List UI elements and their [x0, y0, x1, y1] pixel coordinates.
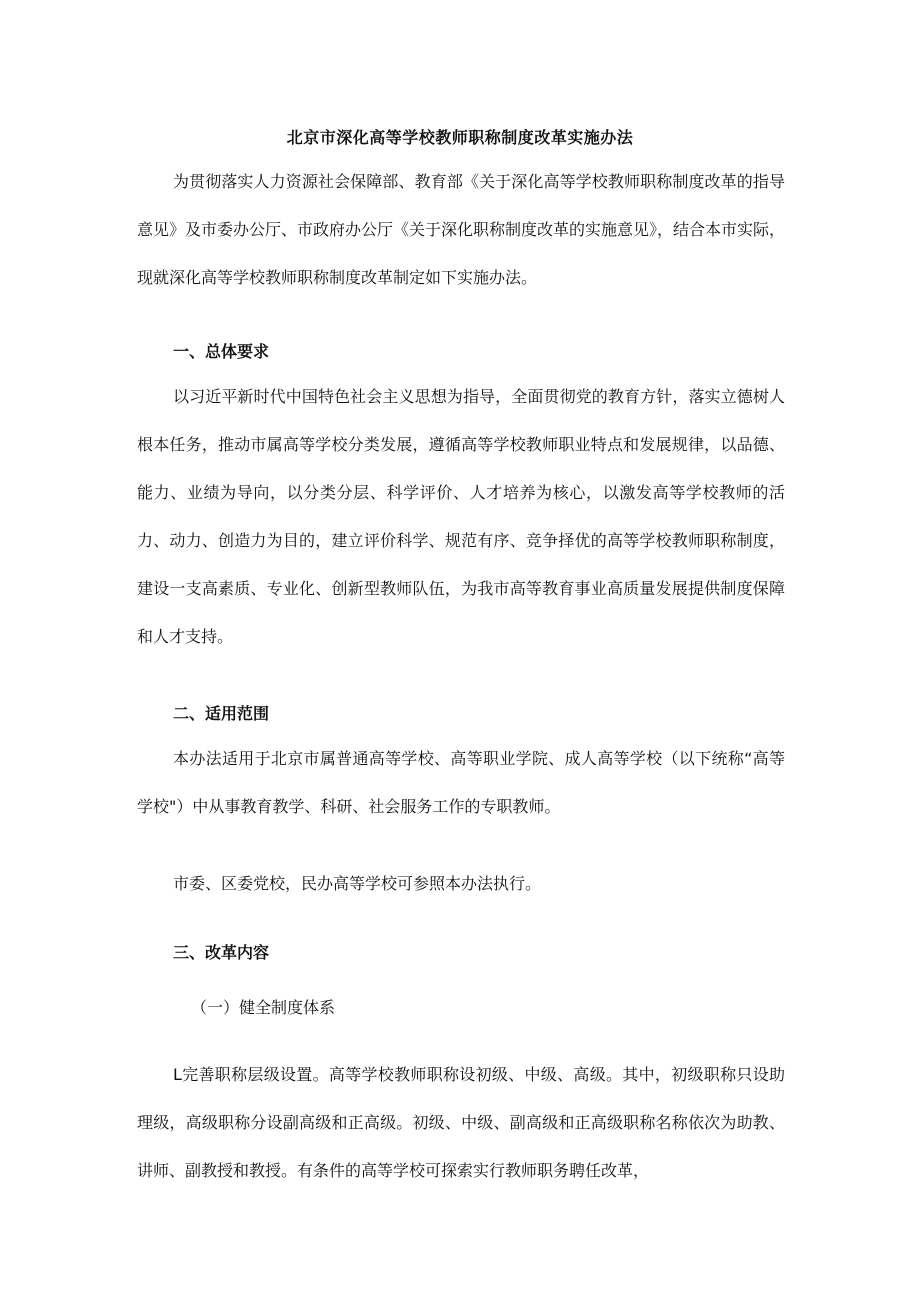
- intro-paragraph: 为贯彻落实人力资源社会保障部、教育部《关于深化高等学校教师职称制度改革的指导意见》及市委办公厅、市政府办公厅《关于深化职称制度改革的实施意见》，结合本市实际，现就深化高等学校教师职称制度改革制定如下实施办法。: [137, 172, 786, 287]
- reform-item-1: L完善职称层级设置。高等学校教师职称设初级、中级、高级。其中，初级职称只设助理级，高级职称分设副高级和正高级。初级、中级、副高级和正高级职称名称依次为助教、讲师、副教授和教授。有条件的高等学校可探索实行教师职务聘任改革，: [137, 1065, 785, 1180]
- section-body-scope: 本办法适用于北京市属普通高等学校、高等职业学院、成人高等学校（以下统称“高等学校"）中从事教育教学、科研、社会服务工作的专职教师。: [137, 749, 785, 816]
- section-heading-scope: 二、适用范围: [173, 704, 270, 723]
- section-heading-general-requirements: 一、总体要求: [173, 342, 270, 361]
- section-heading-reform-content: 三、改革内容: [173, 943, 270, 962]
- section-body-general-requirements: 以习近平新时代中国特色社会主义思想为指导，全面贯彻党的教育方针，落实立德树人根本任务，推动市属高等学校分类发展，遵循高等学校教师职业特点和发展规律，以品德、能力、业绩为导向，以分类分层、科学评价、人才培养为核心，以激发高等学校教师的活力、动力、创造力为目的，建立评价科学、规范有序、竞争择优的高等学校教师职称制度，建设一支高素质、专业化、创新型教师队伍，为我市高等教育事业高质量发展提供制度保障和人才支持。: [137, 387, 785, 646]
- document-title: 北京市深化高等学校教师职称制度改革实施办法: [286, 128, 634, 147]
- subsection-heading-system: （一）健全制度体系: [191, 998, 336, 1017]
- scope-note: 市委、区委党校，民办高等学校可参照本办法执行。: [173, 874, 542, 893]
